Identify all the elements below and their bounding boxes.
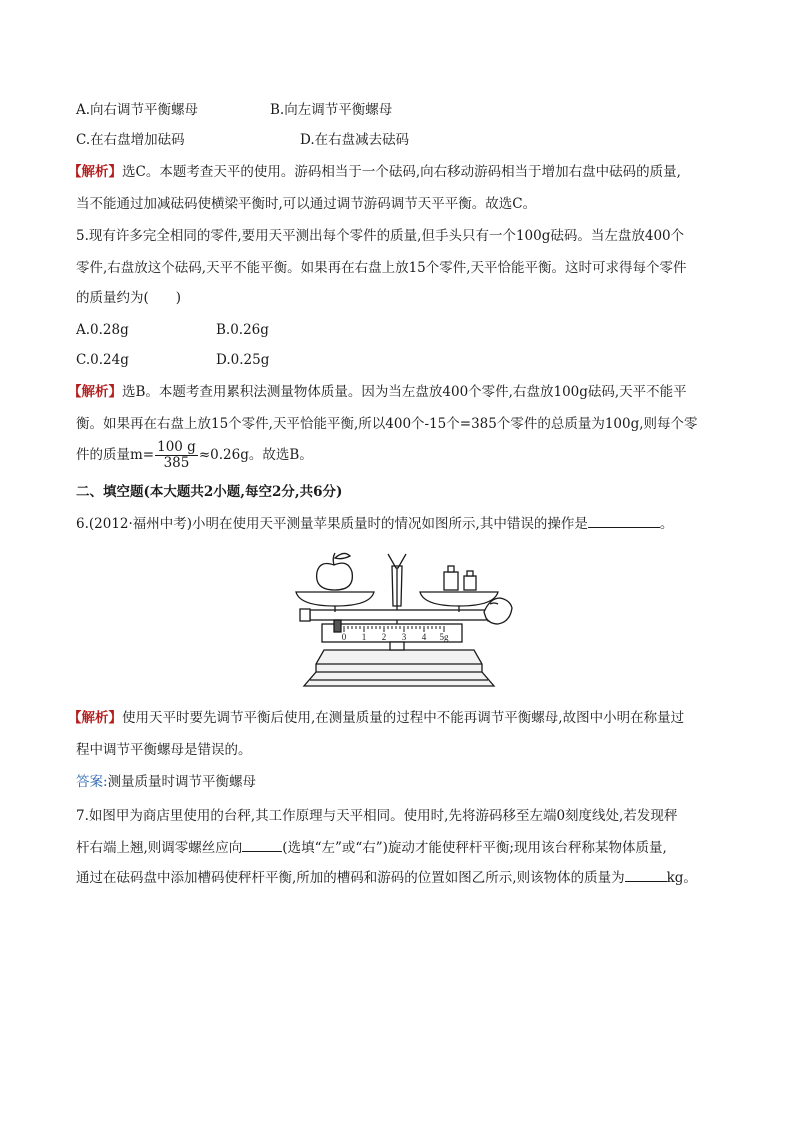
q5-option-c: C.0.24g [76,352,129,368]
scale-label: 1 [361,632,367,642]
q5-analysis-line1: 【解析】选B。本题考查用累积法测量物体质量。因为当左盘放400个零件,右盘放100g砝码,天平不能平 [68,384,687,400]
answer-blank [625,868,667,882]
q4-option-c: C.在右盘增加砝码 [76,132,185,148]
rider [334,620,341,632]
right-pan [420,592,498,606]
q6-analysis-line1: 【解析】使用天平时要先调节平衡后使用,在测量质量的过程中不能再调节平衡螺母,故图中小明在称量过 [68,710,685,726]
scale-label: 2 [381,632,387,642]
q4-option-b: B.向左调节平衡螺母 [270,102,393,118]
weight-icon [444,572,458,590]
q4-option-d: D.在右盘减去砝码 [300,132,410,148]
section-title: 二、填空题(本大题共2小题,每空2分,共6分) [76,484,343,500]
left-pan [296,592,374,606]
weight-icon [464,576,476,590]
balance-figure [284,546,514,698]
q5-analysis-line3: 件的质量m= $\frac{100 g}{385}$ ≈0.26g。故选B。 [76,439,313,471]
answer-blank [242,838,282,852]
q6-question: 6.(2012·福州中考)小明在使用天平测量苹果质量时的情况如图所示,其中错误的操作是 。 [76,516,674,532]
balance-beam [310,610,488,620]
analysis-tag: 【解析】 [68,384,122,400]
scale-label: 0 [341,632,347,642]
scale-label: 4 [421,632,427,642]
q7-line2: 杆右端上翘,则调零螺丝应向 (选填“左”或“右”)旋动才能使秤杆平衡;现用该台秤称某物体质量, [76,840,667,856]
q7-line3: 通过在砝码盘中添加槽码使秤杆平衡,所加的槽码和游码的位置如图乙所示,则该物体的质量为 kg。 [76,870,697,886]
scale-label: 3 [401,632,407,642]
left-balance-nut [300,609,310,621]
apple-icon [317,563,353,590]
answer-blank [588,514,660,528]
q4-option-a: A.向右调节平衡螺母 [76,102,199,118]
q5-option-d: D.0.25g [216,352,270,368]
q5-line1: 5.现有许多完全相同的零件,要用天平测出每个零件的质量,但手头只有一个100g砝码。当左盘放400个 [76,228,685,244]
q5-line3: 的质量约为( ) [76,290,182,306]
analysis-tag: 【解析】 [68,164,122,180]
scale-label: 5g [439,632,449,642]
q6-answer: 答案:测量质量时调节平衡螺母 [76,774,257,790]
q4-analysis-line2: 当不能通过加减砝码使横梁平衡时,可以通过调节游码调节天平平衡。故选C。 [76,196,537,212]
q5-option-b: B.0.26g [216,322,269,338]
mass-fraction: $\frac{100 g}{385}$ [157,439,196,471]
q6-analysis-line2: 程中调节平衡螺母是错误的。 [76,742,252,758]
q7-line1: 7.如图甲为商店里使用的台秤,其工作原理与天平相同。使用时,先将游码移至左端0刻度线处,若发现秤 [76,808,678,824]
q5-option-a: A.0.28g [76,322,129,338]
q5-line2: 零件,右盘放这个砝码,天平不能平衡。如果再在右盘上放15个零件,天平恰能平衡。这时可求得每个零件 [76,260,687,276]
q5-analysis-line2: 衡。如果再在右盘上放15个零件,天平恰能平衡,所以400个-15个=385个零件的总质量为100g,则每个零 [76,416,698,432]
analysis-tag: 【解析】 [68,710,122,726]
q4-analysis-line1: 【解析】选C。本题考查天平的使用。游码相当于一个砝码,向右移动游码相当于增加右盘中砝码的质量, [68,164,681,180]
answer-label: 答案: [76,774,108,790]
center-knob [390,642,404,650]
